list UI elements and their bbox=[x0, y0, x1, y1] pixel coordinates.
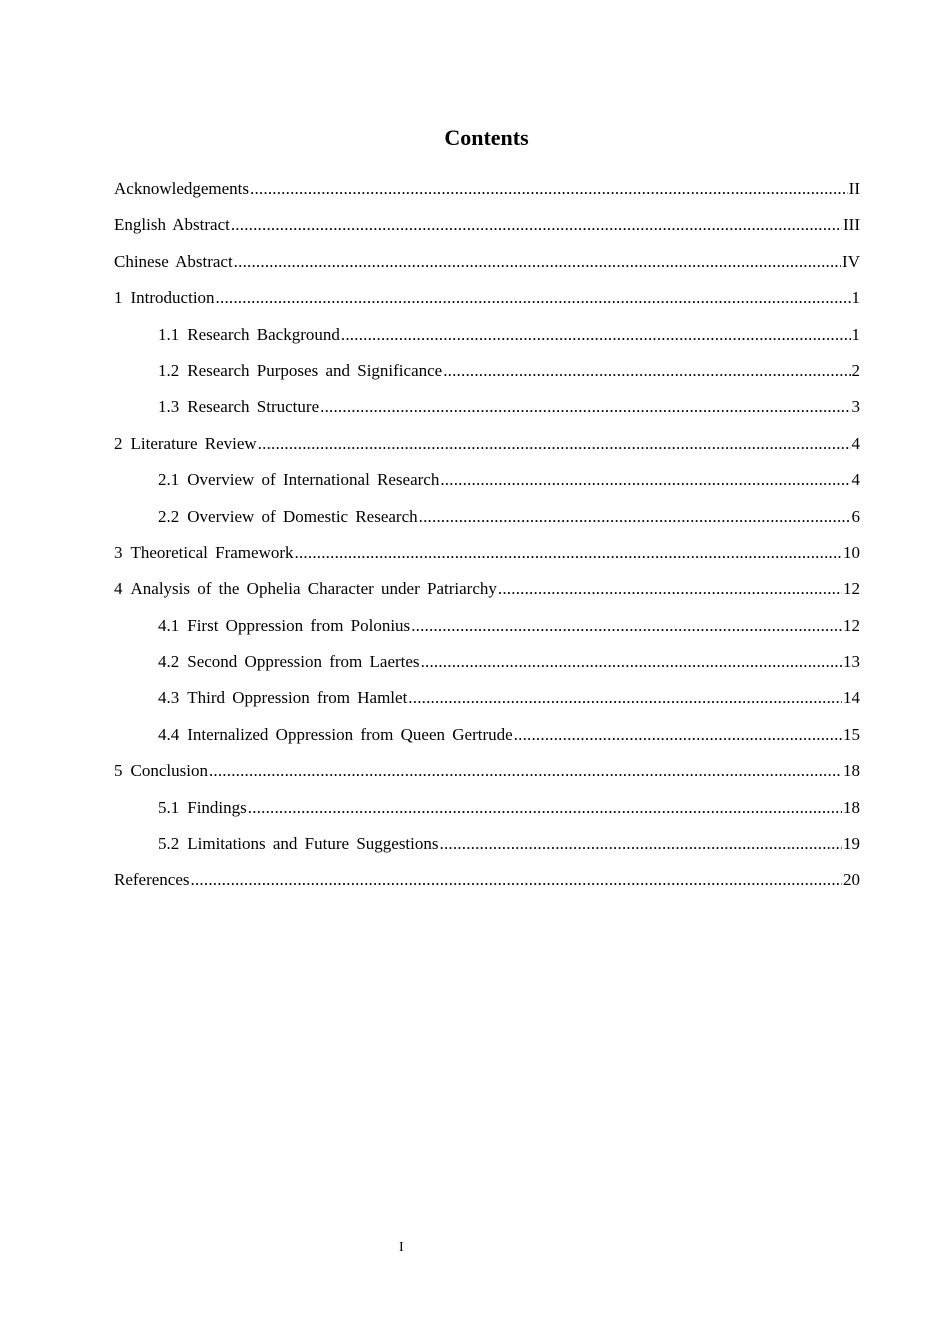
toc-entry-page: 12 bbox=[843, 579, 860, 599]
toc-leader-dots bbox=[216, 284, 851, 312]
table-of-contents bbox=[114, 175, 860, 903]
toc-entry-page: 13 bbox=[843, 652, 860, 672]
toc-entry-page: 12 bbox=[843, 615, 860, 635]
toc-entry-label: Conclusion bbox=[130, 761, 208, 781]
toc-entry-label: Research Background bbox=[187, 324, 340, 344]
toc-entry-page: 15 bbox=[843, 724, 860, 744]
toc-leader-dots bbox=[514, 721, 842, 749]
toc-leader-dots bbox=[209, 757, 842, 785]
toc-leader-dots bbox=[341, 321, 851, 349]
toc-entry-page: II bbox=[848, 179, 860, 198]
toc-entry-label: Theoretical Framework bbox=[130, 542, 294, 562]
toc-entry[interactable] bbox=[114, 684, 860, 720]
toc-entry-label: Research Structure bbox=[187, 397, 320, 417]
toc-entry-page: 14 bbox=[843, 688, 860, 708]
toc-entry-number: 5.1 bbox=[158, 797, 180, 817]
toc-entry-page: IV bbox=[842, 251, 860, 271]
toc-entry-label: Findings bbox=[187, 797, 247, 817]
page-title: Contents bbox=[444, 125, 529, 150]
toc-entry-label: Third Oppression from Hamlet bbox=[187, 688, 408, 708]
toc-entry-number: 1 bbox=[114, 288, 123, 308]
toc-entry-number: 1.1 bbox=[158, 324, 180, 344]
toc-entry[interactable] bbox=[114, 393, 860, 429]
toc-leader-dots bbox=[258, 430, 851, 458]
toc-entry-number: 1.3 bbox=[158, 397, 180, 417]
toc-entry-label: Overview of Domestic Research bbox=[187, 506, 418, 526]
toc-entry-number: 2.2 bbox=[158, 506, 180, 526]
toc-entry-number: 4.4 bbox=[158, 724, 180, 744]
toc-entry-page: 1 bbox=[851, 324, 860, 344]
toc-leader-dots bbox=[250, 175, 848, 203]
toc-leader-dots bbox=[443, 357, 850, 385]
toc-leader-dots bbox=[248, 794, 842, 822]
toc-entry-number: 4.3 bbox=[158, 688, 180, 708]
toc-entry[interactable] bbox=[114, 284, 860, 320]
toc-entry-label: Internalized Oppression from Queen Gertrude bbox=[187, 724, 513, 744]
toc-entry-page: 2 bbox=[851, 360, 860, 380]
toc-entry-label: Acknowledgements bbox=[114, 179, 250, 198]
toc-leader-dots bbox=[234, 248, 841, 276]
toc-entry-number: 1.2 bbox=[158, 360, 180, 380]
toc-entry-label: Limitations and Future Suggestions bbox=[187, 834, 439, 854]
toc-leader-dots bbox=[320, 393, 850, 421]
toc-entry-number: 2.1 bbox=[158, 470, 180, 490]
toc-entry-page: 4 bbox=[851, 470, 860, 490]
toc-entry-label: Analysis of the Ophelia Character under Patriarchy bbox=[130, 579, 497, 599]
toc-entry-page: 6 bbox=[851, 506, 860, 526]
toc-entry-number: 5.2 bbox=[158, 834, 180, 854]
toc-entry[interactable] bbox=[114, 757, 860, 793]
toc-entry-number: 4 bbox=[114, 579, 123, 599]
toc-entry[interactable] bbox=[114, 575, 860, 611]
toc-entry-page: 18 bbox=[843, 797, 860, 817]
toc-entry-page: 10 bbox=[843, 542, 860, 562]
toc-leader-dots bbox=[231, 211, 842, 239]
toc-leader-dots bbox=[295, 539, 842, 567]
toc-entry[interactable] bbox=[114, 466, 860, 502]
toc-leader-dots bbox=[440, 830, 843, 858]
toc-entry[interactable] bbox=[114, 866, 860, 902]
page-number: I bbox=[399, 1240, 404, 1255]
toc-entry[interactable] bbox=[114, 721, 860, 757]
toc-entry-page: 3 bbox=[851, 397, 860, 417]
toc-entry[interactable] bbox=[114, 539, 860, 575]
toc-entry-number: 4.2 bbox=[158, 652, 180, 672]
toc-entry-page: 20 bbox=[843, 870, 860, 890]
toc-entry-label: Overview of International Research bbox=[187, 470, 440, 490]
toc-entry[interactable] bbox=[114, 648, 860, 684]
toc-entry-page: III bbox=[843, 215, 860, 235]
toc-entry-page: 4 bbox=[851, 433, 860, 453]
toc-entry-number: 5 bbox=[114, 761, 123, 781]
toc-entry[interactable] bbox=[114, 357, 860, 393]
toc-leader-dots bbox=[419, 503, 851, 531]
toc-leader-dots bbox=[421, 648, 842, 676]
toc-entry-label: Second Oppression from Laertes bbox=[187, 652, 420, 672]
toc-entry-label: Introduction bbox=[130, 288, 215, 308]
toc-entry-page: 1 bbox=[851, 288, 860, 308]
toc-entry[interactable] bbox=[114, 830, 860, 866]
toc-leader-dots bbox=[498, 575, 842, 603]
toc-entry-number: 2 bbox=[114, 433, 123, 453]
toc-entry[interactable] bbox=[114, 794, 860, 830]
toc-leader-dots bbox=[408, 684, 842, 712]
toc-leader-dots bbox=[411, 612, 842, 640]
toc-leader-dots bbox=[440, 466, 850, 494]
toc-entry-page: 19 bbox=[843, 834, 860, 854]
toc-leader-dots bbox=[191, 866, 842, 894]
toc-entry[interactable] bbox=[114, 321, 860, 357]
toc-entry[interactable] bbox=[114, 175, 860, 211]
toc-entry[interactable] bbox=[114, 248, 860, 284]
toc-entry-label: Research Purposes and Significance bbox=[187, 360, 443, 380]
toc-entry[interactable] bbox=[114, 430, 860, 466]
toc-entry-label: English Abstract bbox=[114, 215, 230, 235]
toc-entry-label: References bbox=[114, 870, 190, 890]
toc-entry[interactable] bbox=[114, 503, 860, 539]
toc-entry-label: Chinese Abstract bbox=[114, 251, 233, 271]
toc-entry-label: Literature Review bbox=[130, 433, 257, 453]
toc-entry-label: First Oppression from Polonius bbox=[187, 615, 411, 635]
toc-entry[interactable] bbox=[114, 211, 860, 247]
toc-entry-number: 3 bbox=[114, 542, 123, 562]
toc-entry-page: 18 bbox=[843, 761, 860, 781]
toc-entry[interactable] bbox=[114, 612, 860, 648]
toc-entry-number: 4.1 bbox=[158, 615, 180, 635]
